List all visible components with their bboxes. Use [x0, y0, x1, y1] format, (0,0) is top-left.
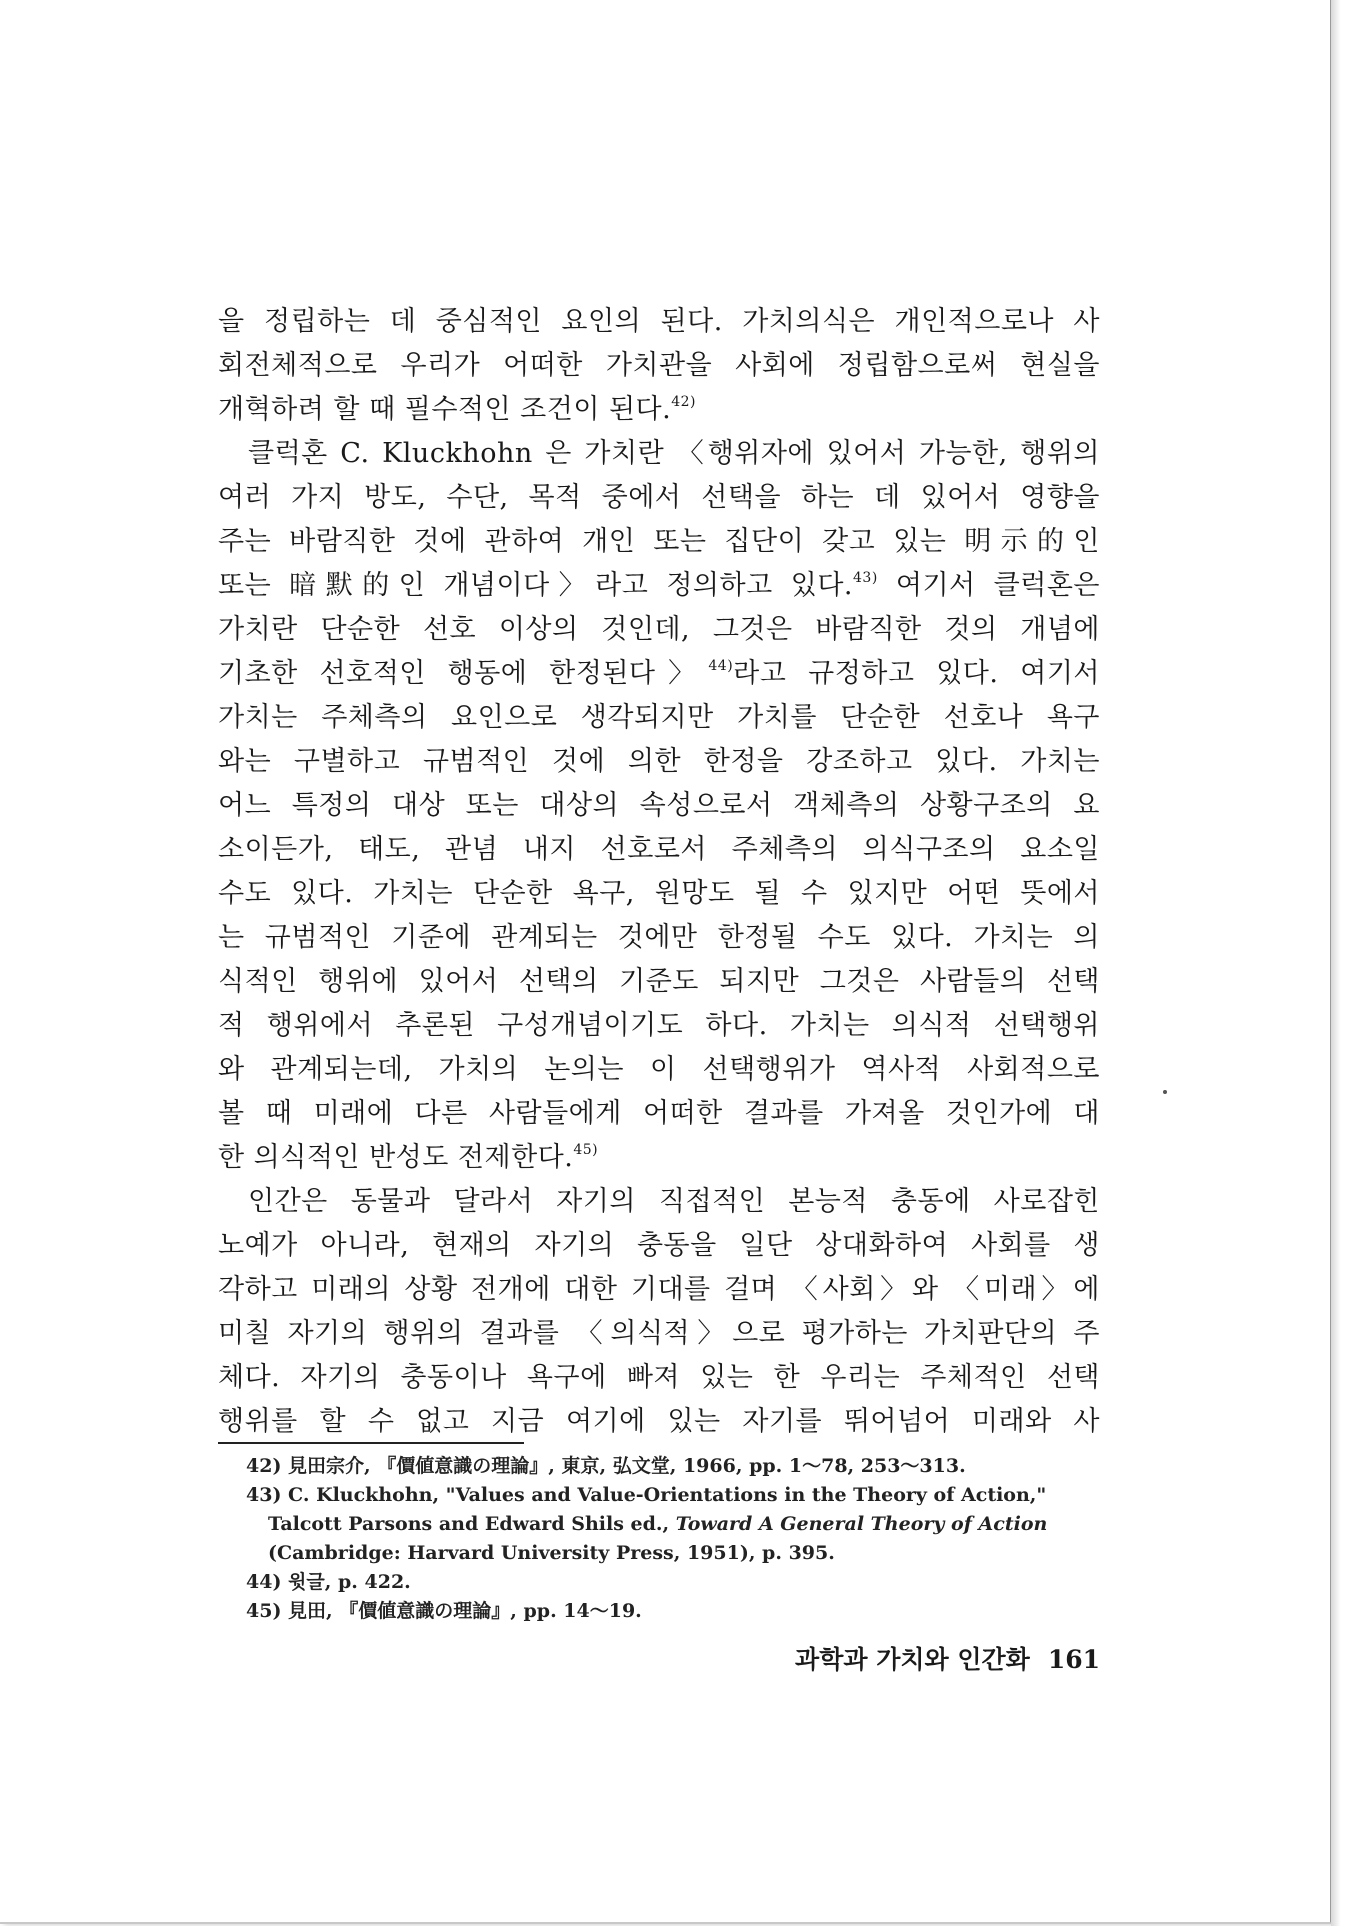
paragraph-2 — [218, 432, 1100, 1180]
footnote-ref: 44) — [708, 658, 734, 674]
text-line: 회전체적으로 우리가 어떠한 가치관을 사회에 정립함으로써 현실을 — [218, 350, 1100, 381]
text-line: 노예가 아니라, 현재의 자기의 충동을 일단 상대화하여 사회를 생 — [218, 1230, 1100, 1261]
text-line: 식적인 행위에 있어서 선택의 기준도 되지만 그것은 사람들의 선택 — [218, 966, 1100, 997]
text-line: 볼 때 미래에 다른 사람들에게 어떠한 결과를 가져올 것인가에 대 — [218, 1098, 1100, 1129]
text-line: 체다. 자기의 충동이나 욕구에 빠져 있는 한 우리는 주체적인 선택 — [218, 1362, 1100, 1393]
text-line: 와 관계되는데, 가치의 논의는 이 선택행위가 역사적 사회적으로 — [218, 1054, 1100, 1085]
text-line: 개혁하려 할 때 필수적인 조건이 된다.$^{42)}$ — [218, 394, 697, 425]
text-line: 을 정립하는 데 중심적인 요인의 된다. 가치의식은 개인적으로나 사 — [218, 306, 1100, 337]
text-line: 수도 있다. 가치는 단순한 욕구, 원망도 될 수 있지만 어떤 뜻에서 — [218, 878, 1100, 909]
text-line: 미칠 자기의 행위의 결과를 〈의식적〉으로 평가하는 가치판단의 주 — [218, 1318, 1100, 1349]
page-edge-shadow — [1331, 0, 1345, 1926]
footnote-45: 45) 見田, 『價値意識の理論』, pp. 14〜19. — [246, 1600, 642, 1622]
page-footer — [760, 1640, 1100, 1676]
text-line: 각하고 미래의 상황 전개에 대한 기대를 걸며 〈사회〉와 〈미래〉에 — [218, 1274, 1100, 1305]
text-line: 적 행위에서 추론된 구성개념이기도 하다. 가치는 의식적 선택행위 — [218, 1010, 1100, 1041]
text-line: 는 규범적인 기준에 관계되는 것에만 한정될 수도 있다. 가치는 의 — [218, 922, 1100, 953]
running-title: 과학과 가치와 인간화 — [795, 1645, 1030, 1674]
text-line: 가치란 단순한 선호 이상의 것인데, 그것은 바람직한 것의 개념에 — [218, 614, 1100, 645]
text-line: 클럭혼 C. Kluckhohn 은 가치란 〈행위자에 있어서 가능한, 행위의 — [248, 438, 1100, 469]
footnote-43: 43) C. Kluckhohn, "Values and Value-Orientations in the Theory of Action," Talcott Parsons and Edward Shils ed., Toward A General Theory of Action (Cambridge: Harvard University Press, 1951), p. 395. — [246, 1484, 1048, 1564]
text-line: 주는 바람직한 것에 관하여 개인 또는 집단이 갖고 있는 明示的인 — [218, 526, 1100, 557]
page-number: 161 — [1047, 1645, 1100, 1674]
ink-speck — [1163, 1090, 1167, 1094]
text-line: 또는 暗默的인 개념이다〉라고 정의하고 있다.$^{43)}$ 여기서 클럭혼은 — [218, 570, 1100, 601]
text-line: 가치는 주체측의 요인으로 생각되지만 가치를 단순한 선호나 욕구 — [218, 702, 1100, 733]
text-line: 행위를 할 수 없고 지금 여기에 있는 자기를 뛰어넘어 미래와 사 — [218, 1406, 1100, 1437]
body-text — [218, 300, 1100, 1444]
footnote-ref: 42) — [671, 394, 697, 410]
text-line: 여러 가지 방도, 수단, 목적 중에서 선택을 하는 데 있어서 영향을 — [218, 482, 1100, 513]
paragraph-1 — [218, 300, 1100, 432]
footnote-44: 44) 윗글, p. 422. — [246, 1571, 411, 1593]
text-line: 인간은 동물과 달라서 자기의 직접적인 본능적 충동에 사로잡힌 — [248, 1186, 1100, 1217]
text-line: 한 의식적인 반성도 전제한다.$^{45)}$ — [218, 1142, 599, 1173]
text-line: 기초한 선호적인 행동에 한정된다〉$^{44)}$라고 규정하고 있다. 여기서 — [218, 658, 1100, 689]
text-line: 어느 특정의 대상 또는 대상의 속성으로서 객체측의 상황구조의 요 — [218, 790, 1100, 821]
text-line: 와는 구별하고 규범적인 것에 의한 한정을 강조하고 있다. 가치는 — [218, 746, 1100, 777]
text-line: 소이든가, 태도, 관념 내지 선호로서 주체측의 의식구조의 요소일 — [218, 834, 1100, 865]
footnotes — [246, 1452, 1096, 1626]
footnote-42: 42) 見田宗介, 『價値意識の理論』, 東京, 弘文堂, 1966, pp. 1〜78, 253〜313. — [246, 1455, 966, 1477]
footnote-ref: 45) — [573, 1142, 599, 1158]
paragraph-3 — [218, 1180, 1100, 1444]
footnote-rule — [218, 1442, 524, 1444]
footnote-ref: 43) — [853, 570, 878, 586]
